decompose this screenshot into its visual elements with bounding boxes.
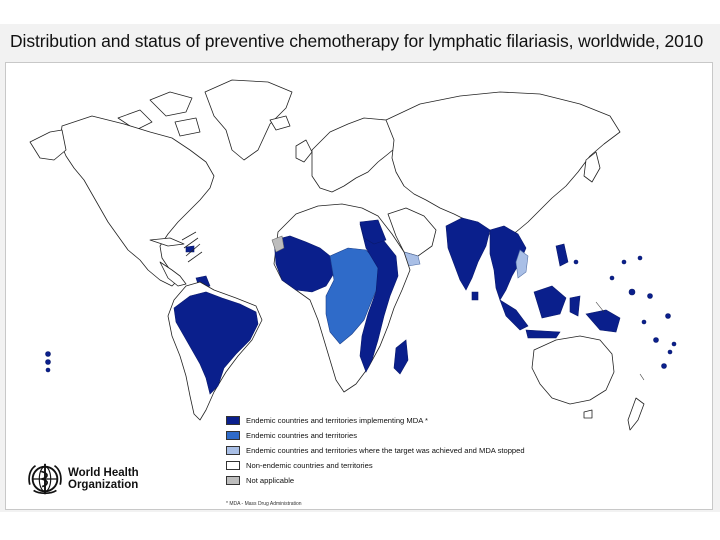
sulawesi [570, 296, 580, 316]
legend-item [226, 443, 646, 458]
who-wordmark [68, 467, 139, 491]
legend-swatch-non-endemic [226, 461, 240, 470]
india [446, 218, 490, 290]
alaska [30, 130, 66, 160]
madagascar [394, 340, 408, 374]
legend-swatch-mda [226, 416, 240, 425]
who-line1: World Health [68, 467, 139, 479]
legend-label: Endemic countries and territories where the target was achieved and MDA stopped [246, 446, 525, 455]
philippines [556, 244, 568, 266]
legend-item [226, 428, 646, 443]
sri-lanka [472, 292, 478, 300]
who-line2: Organization [68, 479, 139, 491]
map-title: Distribution and status of preventive chemotherapy for lymphatic filariasis, worldwide, 2010 [10, 31, 704, 51]
haiti [186, 246, 194, 252]
legend-item [226, 458, 646, 473]
legend-item [226, 473, 646, 488]
legend-item [226, 413, 646, 428]
legend-label: Non-endemic countries and territories [246, 461, 373, 470]
borneo [534, 286, 566, 318]
legend-footnote: * MDA - Mass Drug Administration [226, 501, 302, 507]
australia [532, 336, 614, 404]
java [526, 330, 560, 338]
legend-label: Endemic countries and territories implementing MDA * [246, 416, 428, 425]
legend-swatch-endemic [226, 431, 240, 440]
british-isles [296, 140, 312, 162]
who-emblem-icon [26, 460, 64, 498]
who-logo [26, 460, 139, 498]
legend-swatch-not-applicable [226, 476, 240, 485]
legend-swatch-achieved [226, 446, 240, 455]
north-america [60, 116, 214, 286]
map-legend [226, 413, 646, 488]
sumatra [500, 300, 528, 330]
legend-label: Endemic countries and territories [246, 431, 358, 440]
papua-new-guinea [586, 310, 620, 332]
legend-label: Not applicable [246, 476, 295, 485]
